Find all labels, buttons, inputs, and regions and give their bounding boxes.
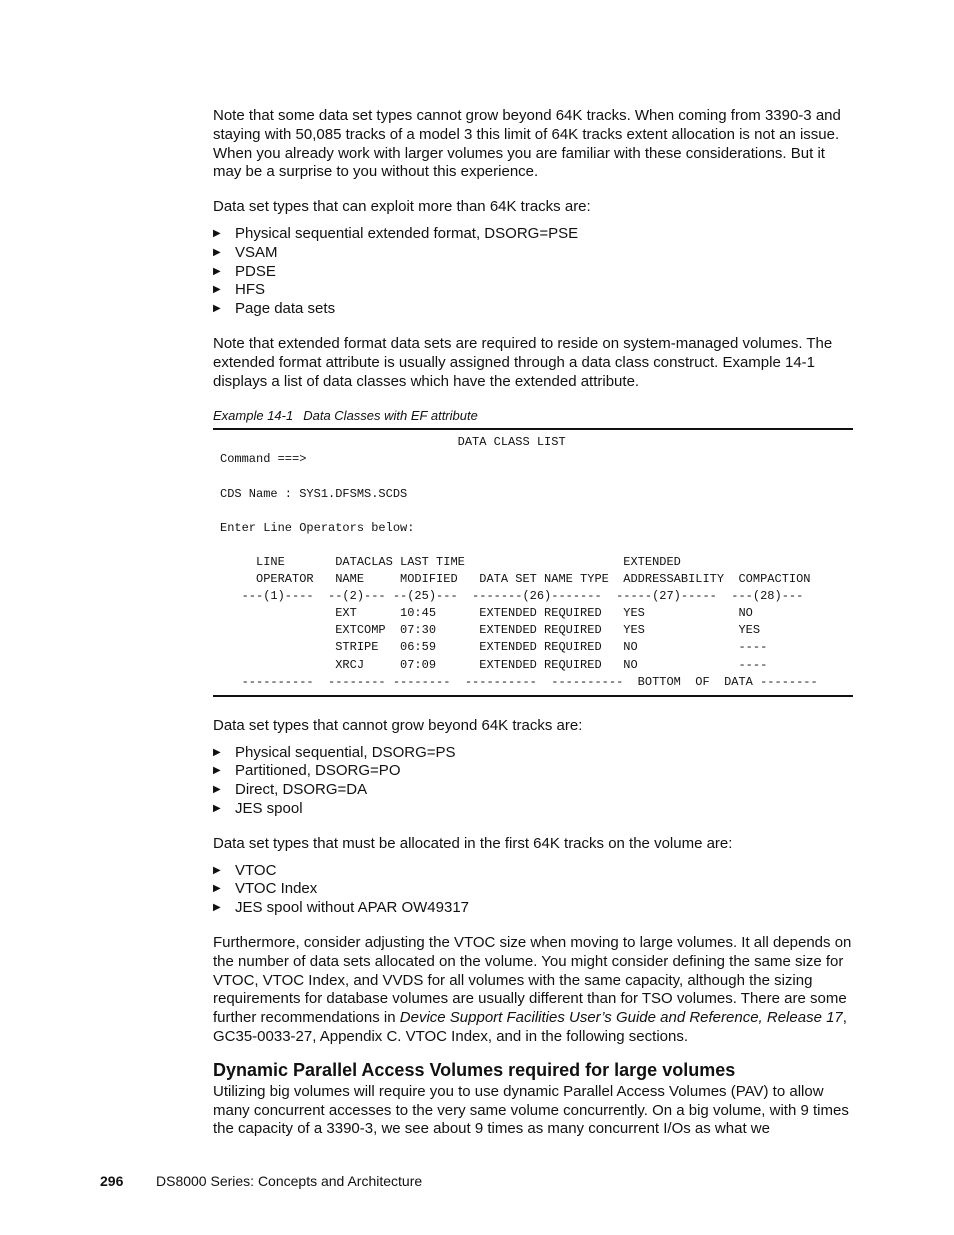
page-footer: [100, 1173, 422, 1189]
list-item: ▶ VTOC: [213, 861, 277, 879]
example-caption: [213, 407, 853, 424]
list-item: ▶ PDSE: [213, 262, 276, 280]
bullet-triangle-icon: ▶: [213, 765, 221, 777]
list-item: ▶ VTOC Index: [213, 880, 318, 898]
bullet-triangle-icon: ▶: [213, 784, 221, 796]
bullet-triangle-icon: ▶: [213, 284, 221, 296]
list-item: ▶ Partitioned, DSORG=PO: [213, 762, 401, 780]
list-item: ▶ VSAM: [213, 243, 278, 261]
bullet-triangle-icon: ▶: [213, 802, 221, 814]
list-item: ▶ Physical sequential extended format, DSORG=PSE: [213, 224, 579, 242]
bullet-triangle-icon: ▶: [213, 746, 221, 758]
section-heading: Dynamic Parallel Access Volumes required for large volumes: [213, 1059, 736, 1080]
bullet-triangle-icon: ▶: [213, 246, 221, 258]
bullet-triangle-icon: ▶: [213, 883, 221, 895]
list-item: ▶ JES spool: [213, 799, 303, 817]
bullet-triangle-icon: ▶: [213, 227, 221, 239]
list-first-64k-types: [213, 862, 853, 918]
paragraph-64k-limit: Note that some data set types cannot grow beyond 64K tracks. When coming from 3390-3 and staying with 50,085 tracks of a model 3 this limit of 64K tracks extent allocation is not an issue. When you already work with larger volumes you are familiar with these considerations. But it may be a surprise to you without this experience.: [213, 107, 841, 181]
data-class-list-code: DATA CLASS LIST Command ===> CDS Name : SYS1.DFSMS.SCDS Enter Line Operators below: LINE DATACLAS LAST TIME EXTENDED OPERATOR NAME MODIFIED DATA SET NAME TYPE ADDRESSABILITY COMPACTION ---(1)---- --(2)--- --(25)--- -------(26)------- -----(27)----- ---(28)--- EXT 10:45 EXTENDED REQUIRED YES NO EXTCOMP 07:30 EXTENDED REQUIRED YES YES STRIPE 06:59 EXTENDED REQUIRED NO ---- XRCJ 07:09 EXTENDED REQUIRED NO ---- ---------- -------- -------- ---------- ---------- BOTTOM OF DATA --------: [220, 435, 818, 689]
bullet-triangle-icon: ▶: [213, 902, 221, 914]
list-item: ▶ Page data sets: [213, 300, 336, 318]
list-item: ▶ JES spool without APAR OW49317: [213, 899, 470, 917]
list-exploit-types: [213, 225, 853, 319]
paragraph-extended-format: Note that extended format data sets are required to reside on system-managed volumes. The extended format attribute is usually assigned through a data class construct. Example 14-1 displays a list of data classes which have the extended attribute.: [213, 334, 833, 390]
example-title: Data Classes with EF attribute: [303, 408, 478, 424]
book-title: DS8000 Series: Concepts and Architecture: [156, 1173, 423, 1189]
code-example-box: [213, 428, 853, 696]
paragraph-vtoc-size: Furthermore, consider adjusting the VTOC size when moving to large volumes. It all depends on the number of data sets allocated on the volume. You might consider defining the same size for VTOC, VTOC Index, and VVDS for all volumes with the same capacity, although the sizing requirements for database volumes are usually different than for TSO volumes. There are some further recommendations in Device Support Facilities User’s Guide and Reference, Release 17, GC35-0033-27, Appendix C. VTOC Index, and in the following sections.: [213, 933, 852, 1045]
list-item: ▶ HFS: [213, 281, 265, 299]
paragraph-dynamic-pav: Utilizing big volumes will require you to use dynamic Parallel Access Volumes (PAV) to allow many concurrent accesses to the very same volume concurrently. On a big volume, with 9 times the capacity of a 3390-3, we see about 9 times as many concurrent I/Os as what we: [213, 1082, 849, 1138]
example-number: Example 14-1: [213, 408, 294, 424]
bullet-triangle-icon: ▶: [213, 265, 221, 277]
list-item: ▶ Direct, DSORG=DA: [213, 781, 368, 799]
list-cannot-grow-types: [213, 744, 853, 819]
list-item: ▶ Physical sequential, DSORG=PS: [213, 743, 456, 761]
paragraph-exploit-intro: Data set types that can exploit more than 64K tracks are:: [213, 198, 591, 216]
page-number: 296: [100, 1173, 124, 1189]
bullet-triangle-icon: ▶: [213, 303, 221, 315]
page-content: [213, 107, 853, 1139]
reference-title: Device Support Facilities User’s Guide and Reference, Release 17: [399, 1009, 843, 1027]
bullet-triangle-icon: ▶: [213, 864, 221, 876]
paragraph-cannot-grow-intro: Data set types that cannot grow beyond 64K tracks are:: [213, 716, 583, 734]
paragraph-first-64k-intro: Data set types that must be allocated in the first 64K tracks on the volume are:: [213, 834, 733, 852]
